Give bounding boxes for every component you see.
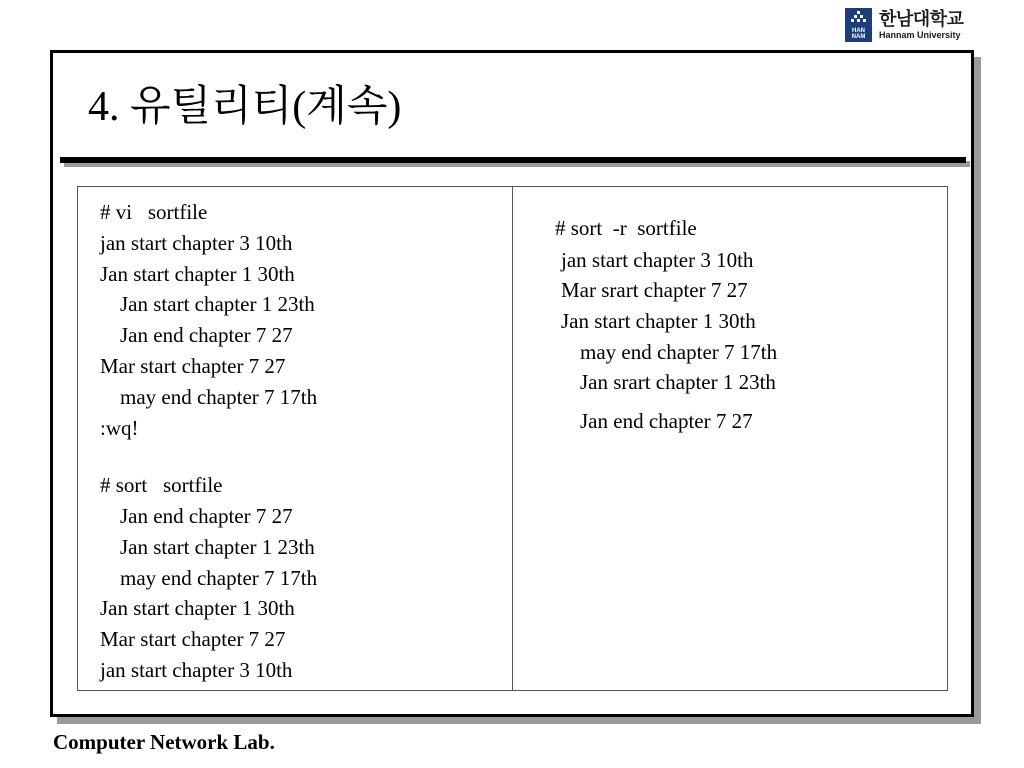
sort-reverse-output-line: jan start chapter 3 10th — [561, 248, 754, 272]
file-line: Mar start chapter 7 27 — [100, 354, 286, 378]
sort-output-line: jan start chapter 3 10th — [100, 658, 293, 682]
vi-save-command: :wq! — [100, 416, 139, 440]
university-korean-name: 한남대학교 — [879, 9, 964, 30]
file-line: jan start chapter 3 10th — [100, 231, 293, 255]
slide-title: 4. 유틸리티(계속) — [88, 84, 402, 130]
sort-reverse-output-line: Jan end chapter 7 27 — [580, 409, 753, 433]
file-line: Jan start chapter 1 23th — [120, 292, 315, 316]
university-english-name: Hannam University — [879, 30, 961, 40]
university-emblem-icon — [845, 8, 872, 42]
university-logo — [845, 6, 963, 44]
file-line: may end chapter 7 17th — [120, 385, 318, 409]
sort-output-line: Jan start chapter 1 23th — [120, 535, 315, 559]
sort-reverse-output-line: may end chapter 7 17th — [580, 340, 778, 364]
footer-lab-name: Computer Network Lab. — [53, 730, 275, 754]
file-line: Jan end chapter 7 27 — [120, 323, 293, 347]
sort-output-line: Jan end chapter 7 27 — [120, 504, 293, 528]
emblem-text-top: HAN — [852, 28, 865, 34]
column-divider — [512, 186, 513, 691]
sort-output-line: may end chapter 7 17th — [120, 566, 318, 590]
file-line: Jan start chapter 1 30th — [100, 262, 295, 286]
title-rule — [60, 157, 966, 163]
pyramid-icon — [851, 11, 866, 26]
sort-output-line: Mar start chapter 7 27 — [100, 627, 286, 651]
sort-reverse-command-line: # sort -r sortfile — [555, 216, 697, 240]
sort-reverse-output-line: Mar srart chapter 7 27 — [561, 278, 748, 302]
sort-reverse-output-line: Jan start chapter 1 30th — [561, 309, 756, 333]
vi-command-line: # vi sortfile — [100, 200, 208, 224]
logo-wordmark — [879, 10, 963, 40]
sort-reverse-output-line: Jan srart chapter 1 23th — [580, 370, 776, 394]
sort-command-line: # sort sortfile — [100, 473, 223, 497]
emblem-text-bottom: NAM — [851, 34, 866, 40]
sort-output-line: Jan start chapter 1 30th — [100, 596, 295, 620]
